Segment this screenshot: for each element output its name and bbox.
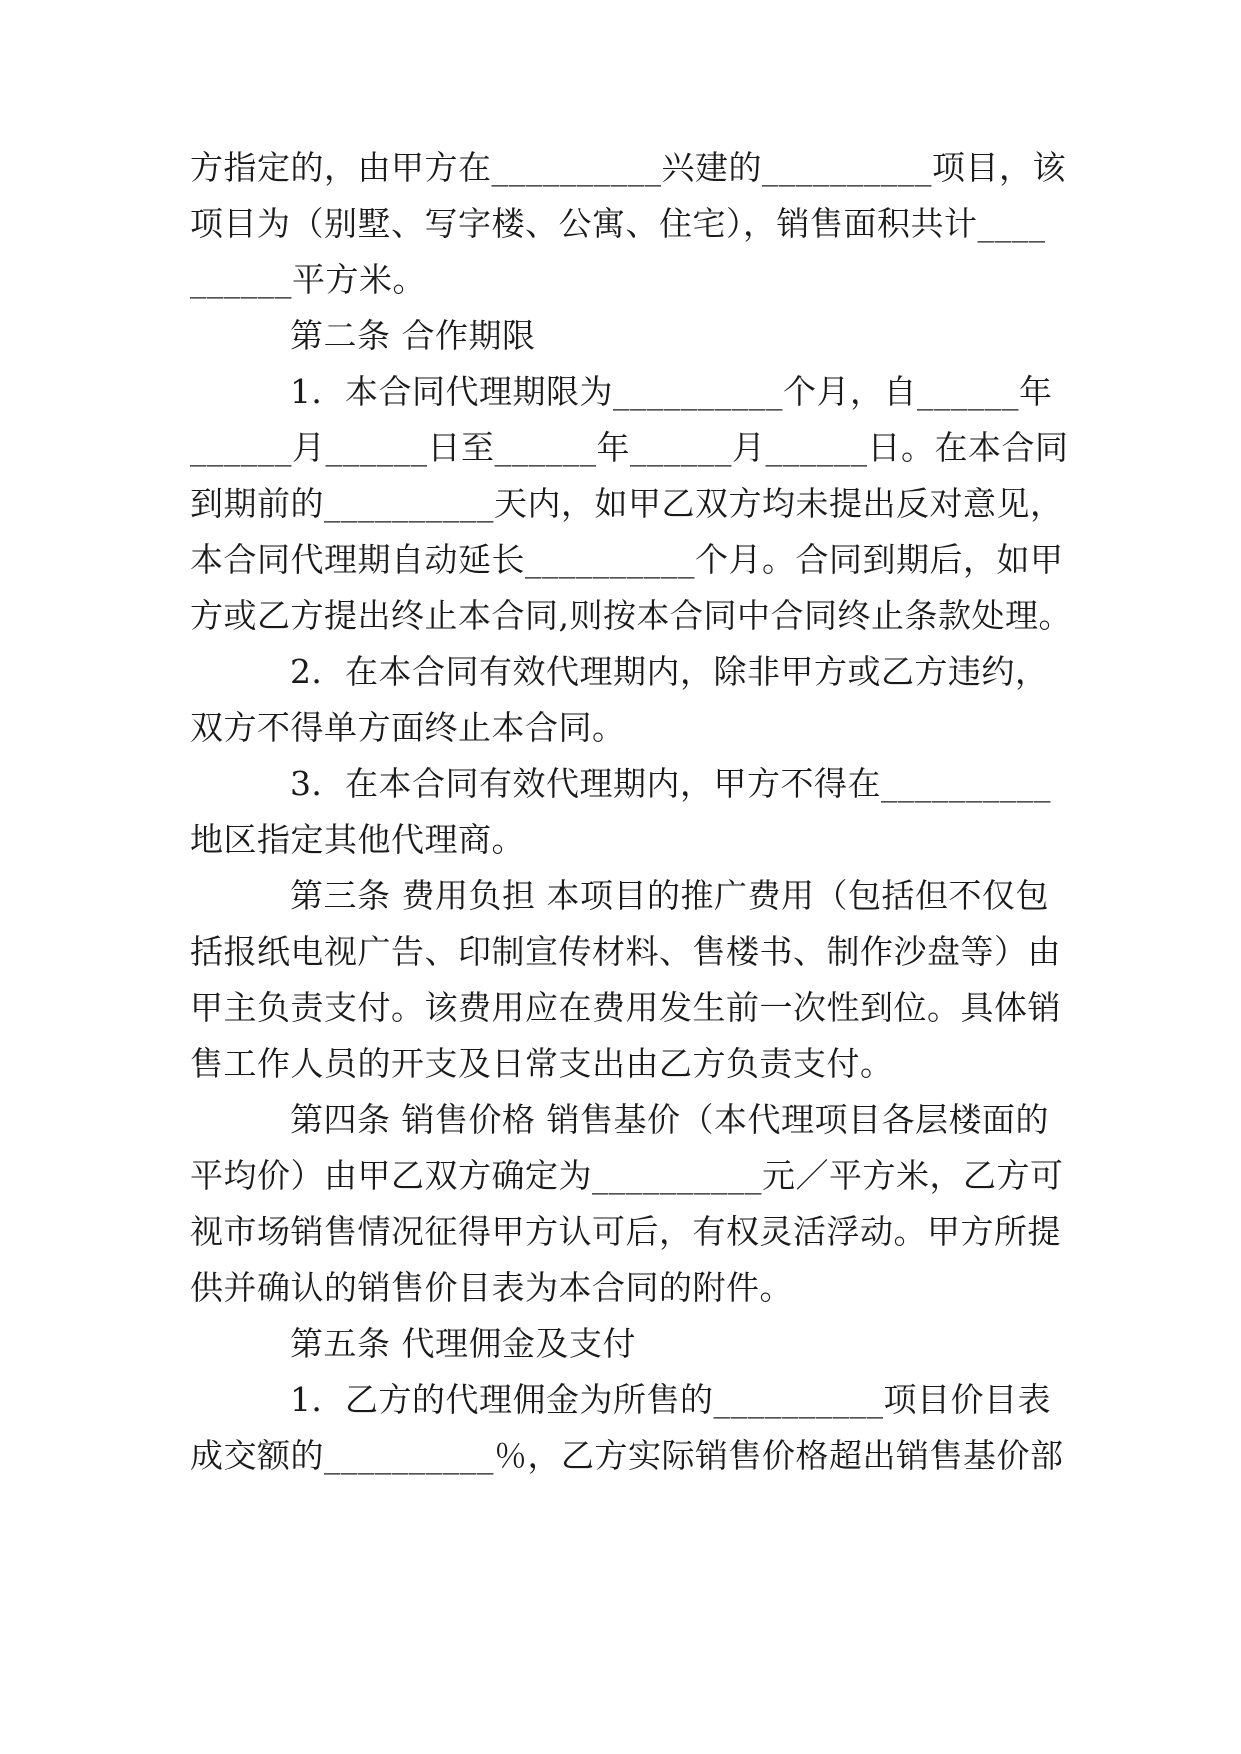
text-line: 售工作人员的开支及日常支出由乙方负责支付。 <box>190 1044 894 1083</box>
text-line: 2．在本合同有效代理期内，除非甲方或乙方违约， <box>290 652 1049 691</box>
text-line: 地区指定其他代理商。 <box>190 820 525 859</box>
text-line: 平均价）由甲乙双方确定为__________元／平方米，乙方可 <box>190 1156 1064 1195</box>
text-line: ______月______日至______年______月______日。在本合同 <box>190 428 1069 467</box>
section-heading: 第二条 合作期限 <box>290 316 536 355</box>
text-line: 3．在本合同有效代理期内，甲方不得在__________ <box>290 764 1051 803</box>
text-line: 成交额的__________％，乙方实际销售价格超出销售基价部 <box>190 1436 1064 1475</box>
text-line: 括报纸电视广告、印制宣传材料、售楼书、制作沙盘等）由 <box>190 932 1061 971</box>
text-line: 1．本合同代理期限为__________个月，自______年 <box>290 372 1053 411</box>
text-line: 双方不得单方面终止本合同。 <box>190 708 626 747</box>
text-line: 本合同代理期自动延长__________个月。合同到期后，如甲 <box>190 540 1064 579</box>
text-line: 供并确认的销售价目表为本合同的附件。 <box>190 1268 793 1307</box>
text-line: 项目为（别墅、写字楼、公寓、住宅），销售面积共计____ <box>190 204 1046 243</box>
text-line: 甲主负责支付。该费用应在费用发生前一次性到位。具体销 <box>190 988 1061 1027</box>
text-line: 1．乙方的代理佣金为所售的__________项目价目表 <box>290 1380 1051 1419</box>
section-heading: 第三条 费用负担 本项目的推广费用（包括但不仅包 <box>290 876 1049 915</box>
section-heading: 第四条 销售价格 销售基价（本代理项目各层楼面的 <box>290 1100 1049 1139</box>
text-line: ______平方米。 <box>190 260 426 299</box>
text-line: 到期前的__________天内，如甲乙双方均未提出反对意见， <box>190 484 1064 523</box>
text-line: 视市场销售情况征得甲方认可后，有权灵活浮动。甲方所提 <box>190 1212 1061 1251</box>
section-heading: 第五条 代理佣金及支付 <box>290 1324 636 1363</box>
text-line: 方指定的，由甲方在__________兴建的__________项目，该 <box>190 148 1066 187</box>
text-line: 方或乙方提出终止本合同,则按本合同中合同终止条款处理。 <box>190 596 1072 635</box>
